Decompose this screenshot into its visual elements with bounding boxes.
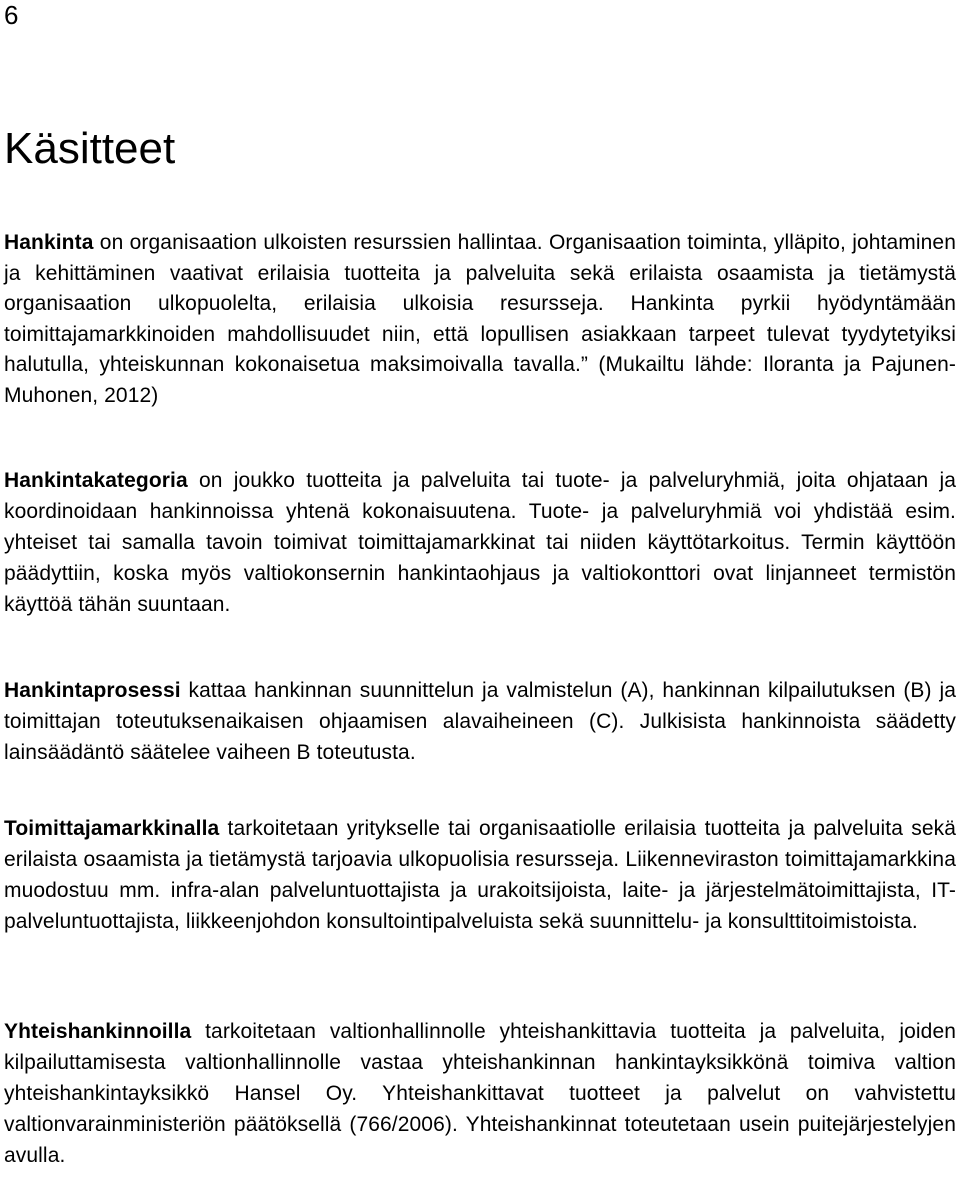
page-title: Käsitteet — [4, 124, 176, 173]
page-number: 6 — [4, 0, 19, 30]
definition-text: on organisaation ulkoisten resurssien hallintaa. Organisaation toiminta, ylläpito, johtaminen ja kehittäminen vaativat erilaisia tuotteita ja palveluita sekä erilaista osaamista ja tietämystä organisaation ulkopuolelta, erilaisia ulkoisia resursseja. Hankinta pyrkii hyödyntämään toimittajamarkkinoiden mahdollisuudet niin, että lopullisen asiakkaan tarpeet tulevat tyydytetyiksi halutulla, yhteiskunnan kokonaisetua maksimoivalla tavalla.” — [4, 231, 956, 376]
term-yhteishankinnoilla: Yhteishankinnoilla — [4, 1020, 192, 1043]
term-hankinta: Hankinta — [4, 231, 94, 254]
definition-text: tarkoitetaan yritykselle tai organisaatiolle erilaisia tuotteita ja palveluita sekä erilaista osaamista ja tietämystä tarjoavia ulkopuolisia resursseja. Liikenneviraston toimittajamarkkina muodostuu mm. infra-alan palveluntuottajista ja urakoitsijoista, laite- ja järjestelmätoimittajista, IT-palveluntuottajista, liikkeenjohdon konsultointipalveluista sekä suunnittelu- ja konsulttitoimistoista. — [4, 817, 956, 933]
definition-hankintakategoria — [4, 466, 956, 621]
definition-toimittajamarkkina — [4, 814, 956, 938]
source-citation: (Mukailtu lähde: Iloranta ja Pajunen-Muhonen, 2012) — [4, 353, 956, 407]
term-hankintaprosessi: Hankintaprosessi — [4, 679, 181, 702]
definition-yhteishankinnat — [4, 1017, 956, 1172]
definition-hankinta — [4, 228, 956, 411]
definition-text: on joukko tuotteita ja palveluita tai tuote- ja palveluryhmiä, joita ohjataan ja koordinoidaan hankinnoissa yhtenä kokonaisuutena. Tuote- ja palveluryhmiä voi yhdistää esim. yhteiset tai samalla tavoin toimivat toimittajamarkkinat tai niiden käyttötarkoitus. Termin käyttöön päädyttiin, koska myös valtiokonsernin hankintaohjaus ja valtiokonttori ovat linjanneet termistön käyttöä tähän suuntaan. — [4, 469, 956, 616]
definition-hankintaprosessi — [4, 676, 956, 769]
term-hankintakategoria: Hankintakategoria — [4, 469, 188, 492]
definition-text: tarkoitetaan valtionhallinnolle yhteishankittavia tuotteita ja palveluita, joiden kilpailuttamisesta valtionhallinnolle vastaa yhteishankinnan hankintayksikkönä toimiva valtion yhteishankintayksikkö Hansel Oy. Yhteishankittavat tuotteet ja palvelut on vahvistettu valtionvarainministeriön päätöksellä (766/2006). Yhteishankinnat toteutetaan usein puitejärjestelyjen avulla. — [4, 1020, 956, 1167]
definition-text: kattaa hankinnan suunnittelun ja valmistelun (A), hankinnan kilpailutuksen (B) ja toimittajan toteutuksenaikaisen ohjaamisen alavaiheineen (C). Julkisista hankinnoista säädetty lainsäädäntö säätelee vaiheen B toteutusta. — [4, 679, 956, 764]
term-toimittajamarkkinalla: Toimittajamarkkinalla — [4, 817, 220, 840]
